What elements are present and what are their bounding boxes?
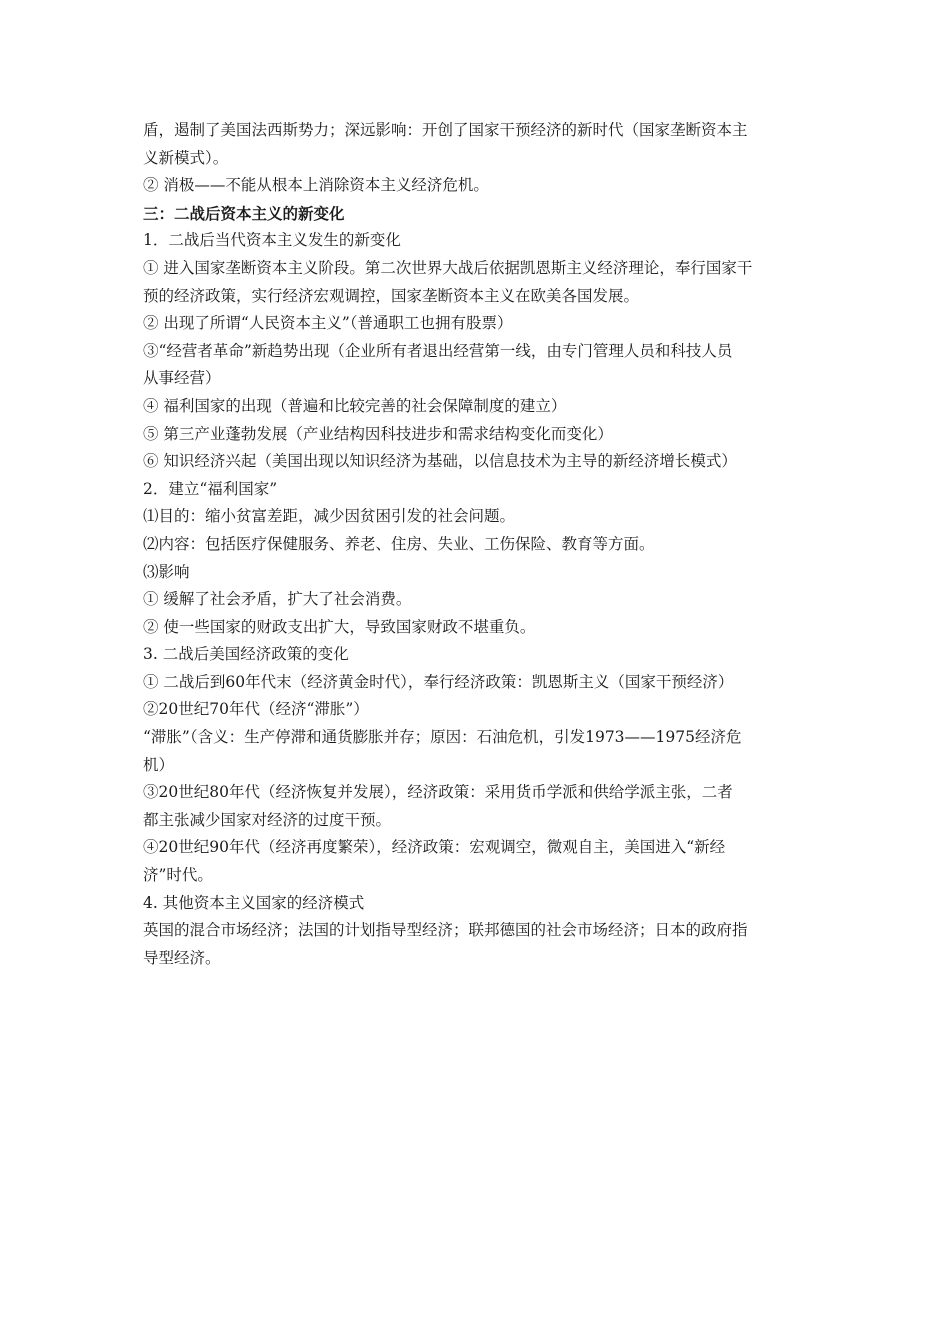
subsection-heading: 2．建立“福利国家” xyxy=(143,479,278,498)
text-line: ⑵内容：包括医疗保健服务、养老、住房、失业、工伤保险、教育等方面。 xyxy=(143,534,655,553)
text-line: “滞胀”（含义：生产停滞和通货膨胀并存；原因：石油危机，引发1973——1975经济危 xyxy=(143,728,742,747)
subsection-heading: 3. 二战后美国经济政策的变化 xyxy=(143,645,349,664)
text-line: 义新模式）。 xyxy=(143,148,229,167)
text-line: ②20世纪70年代（经济“滞胀”） xyxy=(143,700,369,719)
text-line: ⑥ 知识经济兴起（美国出现以知识经济为基础，以信息技术为主导的新经济增长模式） xyxy=(143,452,737,471)
text-line: 导型经济。 xyxy=(143,948,221,967)
text-line: ② 消极——不能从根本上消除资本主义经济危机。 xyxy=(143,176,489,195)
text-line: 从事经营） xyxy=(143,369,221,388)
text-line: ① 缓解了社会矛盾，扩大了社会消费。 xyxy=(143,590,412,609)
text-line: ⑤ 第三产业蓬勃发展（产业结构因科技进步和需求结构变化而变化） xyxy=(143,424,613,443)
text-line: ④20世纪90年代（经济再度繁荣），经济政策：宏观调空，微观自主，美国进入“新经 xyxy=(143,838,726,857)
subsection-heading: 4. 其他资本主义国家的经济模式 xyxy=(143,893,365,912)
text-line: ② 出现了所谓“人民资本主义”（普通职工也拥有股票） xyxy=(143,314,513,333)
text-line: ④ 福利国家的出现（普遍和比较完善的社会保障制度的建立） xyxy=(143,396,567,415)
text-line: ② 使一些国家的财政支出扩大，导致国家财政不堪重负。 xyxy=(143,617,536,636)
text-line: ⑴目的：缩小贫富差距，减少因贫困引发的社会问题。 xyxy=(143,507,516,526)
text-line: ⑶影响 xyxy=(143,562,190,581)
text-line: 机） xyxy=(143,755,175,774)
text-line: ① 进入国家垄断资本主义阶段。第二次世界大战后依据凯恩斯主义经济理论，奉行国家干 xyxy=(143,258,753,277)
text-line: 预的经济政策，实行经济宏观调控，国家垄断资本主义在欧美各国发展。 xyxy=(143,286,640,305)
text-line: 英国的混合市场经济；法国的计划指导型经济；联邦德国的社会市场经济；日本的政府指 xyxy=(143,921,748,940)
text-line: 济”时代。 xyxy=(143,866,213,885)
text-line: ③“经营者革命”新趋势出现（企业所有者退出经营第一线，由专门管理人员和科技人员 xyxy=(143,341,733,360)
text-line: 都主张减少国家对经济的过度干预。 xyxy=(143,810,392,829)
text-line: 盾，遏制了美国法西斯势力；深远影响：开创了国家干预经济的新时代（国家垄断资本主 xyxy=(143,121,748,139)
section-heading: 三：二战后资本主义的新变化 xyxy=(143,203,345,223)
text-line: ③20世纪80年代（经济恢复并发展），经济政策：采用货币学派和供给学派主张，二者 xyxy=(143,783,733,802)
text-line: ① 二战后到60年代末（经济黄金时代），奉行经济政策：凯恩斯主义（国家干预经济） xyxy=(143,672,734,691)
document-page xyxy=(143,117,811,972)
subsection-heading: 1．二战后当代资本主义发生的新变化 xyxy=(143,231,401,250)
